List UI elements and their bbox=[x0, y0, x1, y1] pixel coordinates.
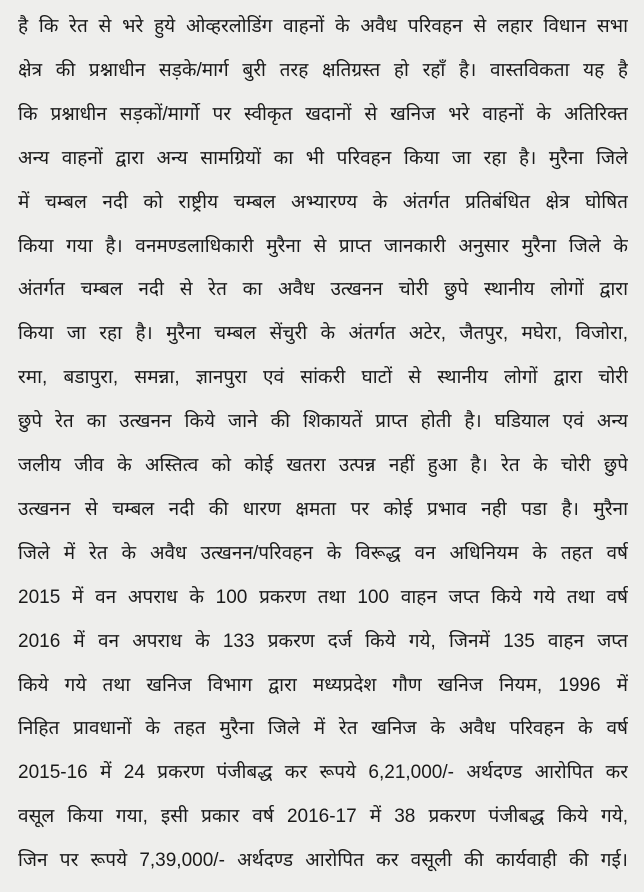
text-line: क्षेत्र की प्रश्नाधीन सड़के/मार्ग बुरी तरह क्षतिग्रस्त हो रहाँ है। वास्तविकता यह है bbox=[18, 59, 628, 81]
text-line: किये गये तथा खनिज विभाग द्वारा मध्यप्रदेश गौण खनिज नियम, 1996 में bbox=[18, 674, 628, 696]
text-line: कि प्रश्नाधीन सड़कों/मार्गो पर स्वीकृत खदानों से खनिज भरे वाहनों के अतिरिक्त bbox=[18, 103, 628, 125]
text-line: जिले में रेत के अवैध उत्खनन/परिवहन के विरूद्ध वन अधिनियम के तहत वर्ष bbox=[18, 542, 628, 564]
text-line: उत्खनन से चम्बल नदी की धारण क्षमता पर कोई प्रभाव नही पडा है। मुरैना bbox=[18, 498, 628, 520]
text-line: अंतर्गत चम्बल नदी से रेत का अवैध उत्खनन चोरी छुपे स्थानीय लोगों द्वारा bbox=[18, 279, 628, 301]
text-line: किया जा रहा है। मुरैना चम्बल सेंचुरी के अंतर्गत अटेर, जैतपुर, मघेरा, विजोरा, bbox=[18, 323, 628, 345]
text-line: 2016 में वन अपराध के 133 प्रकरण दर्ज किये गये, जिनमें 135 वाहन जप्त bbox=[18, 630, 628, 652]
text-line: छुपे रेत का उत्खनन किये जाने की शिकायतें प्राप्त होती है। घडियाल एवं अन्य bbox=[18, 411, 628, 433]
text-line: है कि रेत से भरे हुये ओव्हरलोडिंग वाहनों के अवैध परिवहन से लहार विधान सभा bbox=[18, 16, 628, 37]
text-line: अन्य वाहनों द्वारा अन्य सामग्रियों का भी परिवहन किया जा रहा है। मुरैना जिले bbox=[18, 147, 628, 169]
text-line: जिन पर रूपये 7,39,000/- अर्थदण्ड आरोपित कर वसूली की कार्यवाही की गई। bbox=[18, 850, 628, 872]
text-line: जलीय जीव के अस्तित्व को कोई खतरा उत्पन्न नहीं हुआ है। रेत के चोरी छुपे bbox=[18, 455, 628, 476]
text-line: रमा, बडापुरा, समन्ना, ज्ञानपुरा एवं सांकरी घाटों से स्थानीय लोगों द्वारा चोरी bbox=[18, 367, 628, 389]
text-line: 2015-16 में 24 प्रकरण पंजीबद्ध कर रूपये 6,21,000/- अर्थदण्ड आरोपित कर bbox=[18, 762, 628, 784]
text-line: निहित प्रावधानों के तहत मुरैना जिले में रेत खनिज के अवैध परिवहन के वर्ष bbox=[18, 718, 628, 740]
text-line: में चम्बल नदी को राष्ट्रीय चम्बल अभ्यारण्य के अंतर्गत प्रतिबंधित क्षेत्र घोषित bbox=[18, 191, 628, 213]
text-line: वसूल किया गया, इसी प्रकार वर्ष 2016-17 में 38 प्रकरण पंजीबद्ध किये गये, bbox=[18, 806, 628, 828]
text-line: किया गया है। वनमण्डलाधिकारी मुरैना से प्राप्त जानकारी अनुसार मुरैना जिले के bbox=[18, 235, 628, 257]
text-line: 2015 में वन अपराध के 100 प्रकरण तथा 100 वाहन जप्त किये गये तथा वर्ष bbox=[18, 586, 628, 608]
